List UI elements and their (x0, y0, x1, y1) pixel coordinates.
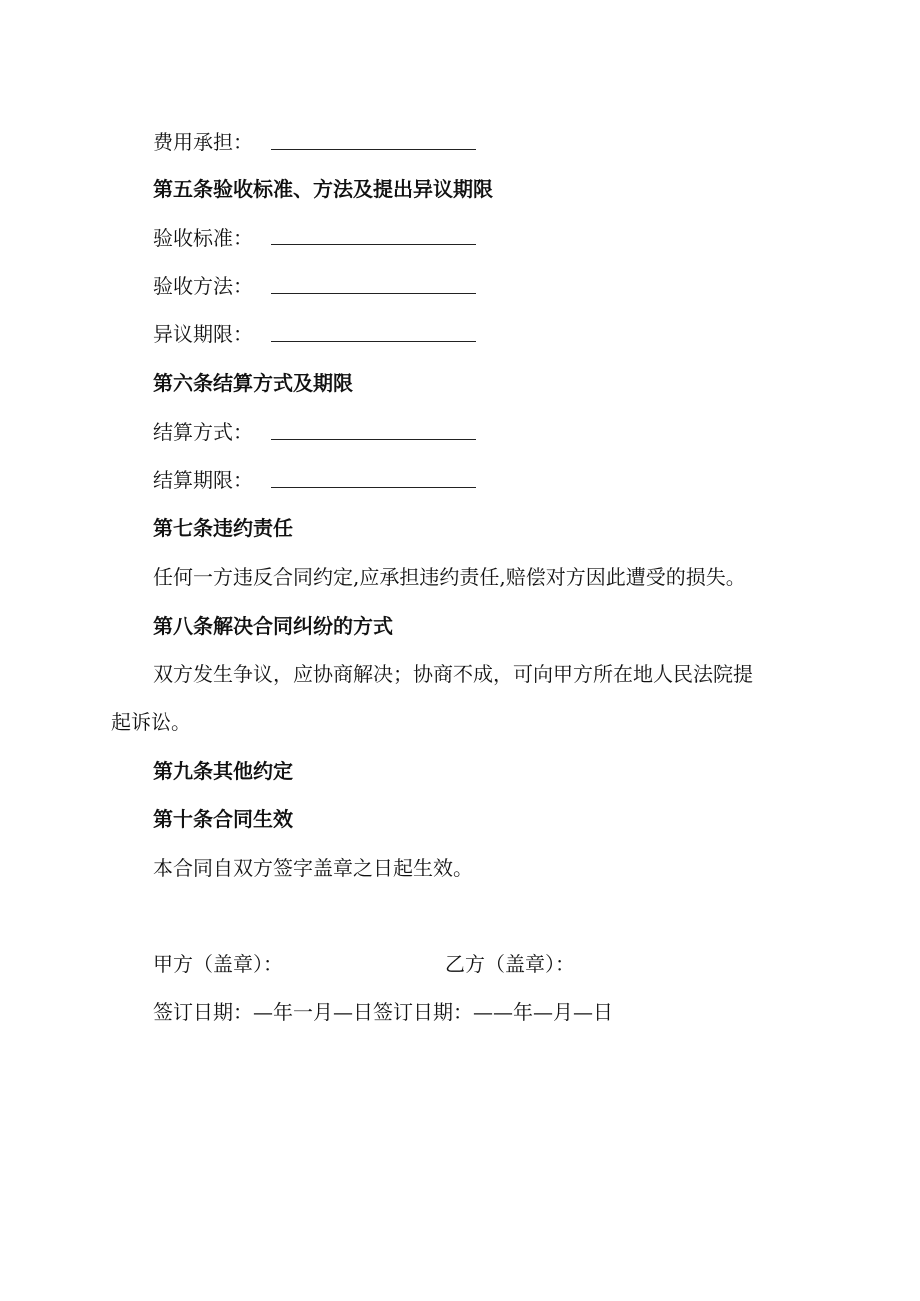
objection-period-blank (271, 341, 476, 342)
fee-bearing-row (153, 128, 253, 156)
acceptance-standard-label: 验收标准： (153, 226, 253, 250)
article-9-heading: 第九条其他约定 (153, 759, 293, 783)
acceptance-method-blank (271, 293, 476, 294)
objection-period-label: 异议期限： (153, 322, 253, 346)
article-10-heading: 第十条合同生效 (153, 807, 293, 831)
settlement-method-label: 结算方式： (153, 420, 253, 444)
settlement-term-row (153, 466, 253, 494)
fee-bearing-label: 费用承担： (153, 130, 253, 154)
article-6-heading: 第六条结算方式及期限 (153, 371, 353, 395)
signing-dates-line: 签订日期：—年一月—日签订日期：——年—月—日 (153, 1000, 613, 1024)
settlement-method-row (153, 418, 253, 446)
acceptance-standard-row (153, 224, 253, 252)
party-a-seal-label: 甲方（盖章）： (153, 952, 283, 976)
settlement-term-blank (271, 487, 476, 488)
article-7-heading: 第七条违约责任 (153, 516, 293, 540)
settlement-term-label: 结算期限： (153, 468, 253, 492)
acceptance-standard-blank (271, 244, 476, 245)
objection-period-row (153, 320, 253, 348)
acceptance-method-label: 验收方法： (153, 274, 253, 298)
article-5-heading: 第五条验收标准、方法及提出异议期限 (153, 177, 493, 201)
settlement-method-blank (271, 439, 476, 440)
fee-bearing-blank (271, 149, 476, 150)
acceptance-method-row (153, 272, 253, 300)
article-10-body: 本合同自双方签字盖章之日起生效。 (153, 856, 473, 880)
article-8-body-line-1: 双方发生争议，应协商解决；协商不成，可向甲方所在地人民法院提 (153, 662, 753, 686)
article-7-body: 任何一方违反合同约定,应承担违约责任,赔偿对方因此遭受的损失。 (153, 565, 746, 589)
article-8-heading: 第八条解决合同纠纷的方式 (153, 614, 393, 638)
party-b-seal-label: 乙方（盖章）： (445, 952, 575, 976)
article-8-body-line-2: 起诉讼。 (111, 710, 191, 734)
